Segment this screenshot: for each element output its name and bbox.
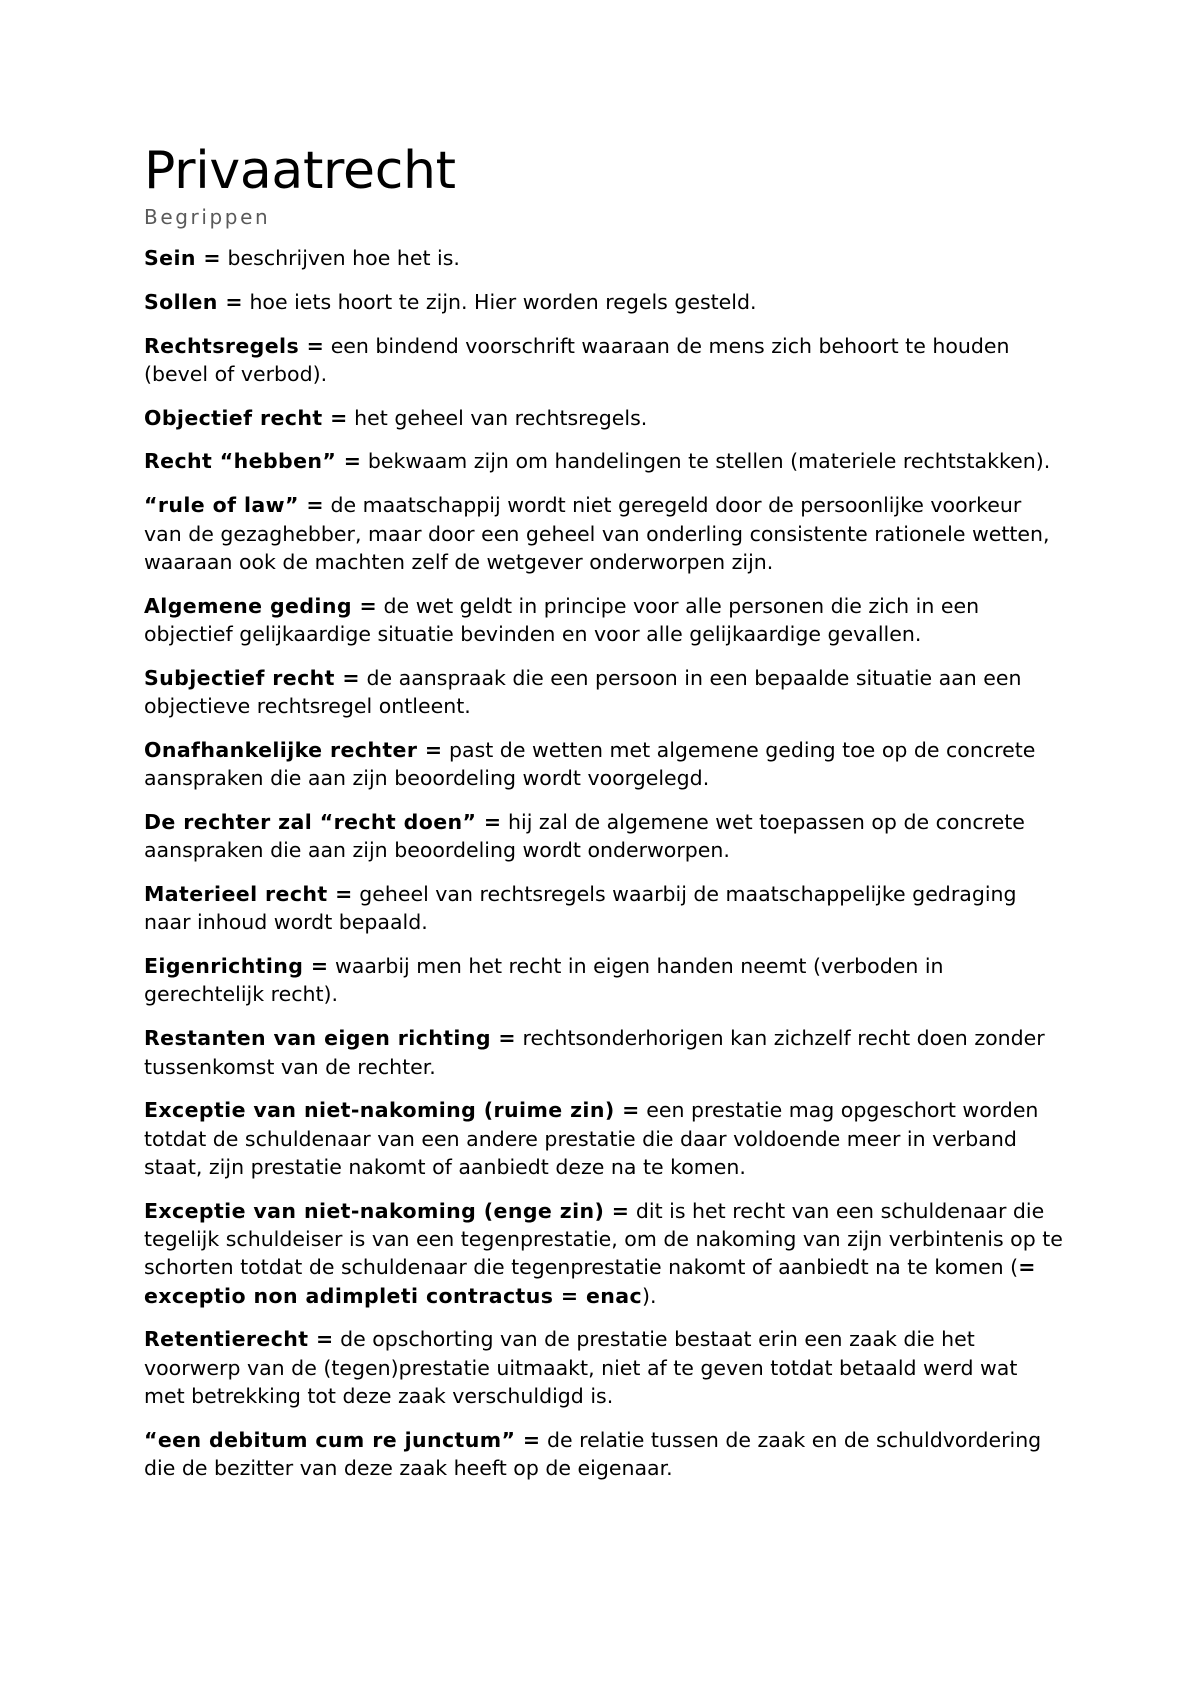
term: Materieel recht = — [144, 882, 353, 907]
definition: dit is het recht van een schuldenaar die tegelijk schuldeiser is van een tegenprestatie, om de nakoming van zijn verbintenis op te schorten totdat de schuldenaar die tegenprestatie nakomt of aanbiedt na te komen ( — [144, 1198, 1063, 1280]
term: Onafhankelijke rechter = — [144, 737, 443, 762]
definition-entry-restanten-eigen-richting — [144, 1024, 1064, 1081]
definition: de wet geldt in principe voor alle personen die zich in een objectief gelijkaardige situatie bevinden en voor alle gelijkaardige gevallen. — [144, 593, 980, 646]
definition: hij zal de algemene wet toepassen op de concrete aanspraken die aan zijn beoordeling wordt onderworpen. — [144, 809, 1025, 863]
definition-entry-retentierecht — [144, 1325, 1064, 1410]
term: Subjectief recht = — [144, 665, 360, 690]
definition-entry-recht-hebben — [144, 447, 1064, 475]
definition: de relatie tussen de zaak en de schuldvordering die de bezitter van deze zaak heeft op de eigenaar. — [144, 1427, 1042, 1481]
definition: waarbij men het recht in eigen handen neemt (verboden in gerechtelijk recht). — [144, 954, 944, 1007]
term: “rule of law” = — [144, 493, 324, 518]
term: Exceptie van niet-nakoming (ruime zin) = — [144, 1098, 640, 1123]
definition-entry-algemene-geding — [144, 592, 1064, 649]
term: Sein = — [144, 246, 222, 270]
definition: het geheel van rechtsregels. — [347, 405, 648, 430]
definition-entry-eigenrichting — [144, 952, 1064, 1009]
term: Eigenrichting = — [144, 954, 329, 979]
term: Sollen = — [144, 289, 243, 314]
inline-term: = exceptio non adimpleti contractus = enac — [144, 1255, 1036, 1308]
definition-entry-rule-of-law — [144, 491, 1064, 576]
document-page — [144, 140, 1064, 1498]
definition: een prestatie mag opgeschort worden totdat de schuldenaar van een andere prestatie die daar voldoende meer in verband staat, zijn prestatie nakomt of aanbiedt deze na te komen. — [144, 1098, 1039, 1179]
definition: hoe iets hoort te zijn. Hier worden regels gesteld. — [242, 289, 757, 314]
definition-tail: ). — [642, 1283, 657, 1308]
term: Retentierecht = — [144, 1327, 334, 1352]
definition: de opschorting van de prestatie bestaat erin een zaak die het voorwerp van de (tegen)prestatie uitmaakt, niet af te geven totdat betaald werd wat met betrekking tot deze zaak verschuldigd is. — [144, 1327, 1018, 1408]
definition-entry-rechtsregels — [144, 332, 1064, 389]
definition-entry-sein — [144, 244, 1064, 272]
definition-entry-debitum-cum-re-junctum — [144, 1426, 1064, 1483]
term: Exceptie van niet-nakoming (enge zin) = — [144, 1198, 630, 1223]
definition-entry-onafhankelijke-rechter — [144, 736, 1064, 793]
definition-entry-exceptie-ruime-zin — [144, 1096, 1064, 1181]
document-subtitle: Begrippen — [144, 205, 271, 229]
definition: een bindend voorschrift waaraan de mens zich behoort te houden (bevel of verbod). — [144, 333, 1010, 386]
term: “een debitum cum re junctum” = — [144, 1427, 541, 1452]
term: De rechter zal “recht doen” = — [144, 809, 502, 834]
definition: beschrijven hoe het is. — [221, 246, 460, 270]
definition-entry-objectief-recht — [144, 404, 1064, 432]
definition: de aanspraak die een persoon in een bepaalde situatie aan een objectieve rechtsregel ontleent. — [144, 665, 1022, 719]
term: Objectief recht = — [144, 405, 348, 430]
document-title: Privaatrecht — [144, 141, 456, 201]
definition: bekwaam zijn om handelingen te stellen (materiele rechtstakken). — [361, 449, 1051, 474]
definition-entry-subjectief-recht — [144, 664, 1064, 721]
definition-entry-recht-doen — [144, 808, 1064, 865]
term: Rechtsregels = — [144, 333, 325, 358]
term: Restanten van eigen richting = — [144, 1026, 517, 1051]
definition-entry-exceptie-enge-zin — [144, 1197, 1064, 1310]
term: Algemene geding = — [144, 593, 378, 618]
definition: past de wetten met algemene geding toe op de concrete aanspraken die aan zijn beoordeling wordt voorgelegd. — [144, 737, 1036, 791]
definition-entry-materieel-recht — [144, 880, 1064, 937]
definition: rechtsonderhorigen kan zichzelf recht doen zonder tussenkomst van de rechter. — [144, 1026, 1045, 1079]
definition: geheel van rechtsregels waarbij de maatschappelijke gedraging naar inhoud wordt bepaald. — [144, 882, 1017, 935]
definition: de maatschappij wordt niet geregeld door de persoonlijke voorkeur van de gezaghebber, maar door een geheel van onderling consistente rationele wetten, waaraan ook de machten zelf de wetgever onderworpen zijn. — [144, 493, 1050, 574]
term: Recht “hebben” = — [144, 449, 362, 474]
definition-entry-sollen — [144, 288, 1064, 316]
